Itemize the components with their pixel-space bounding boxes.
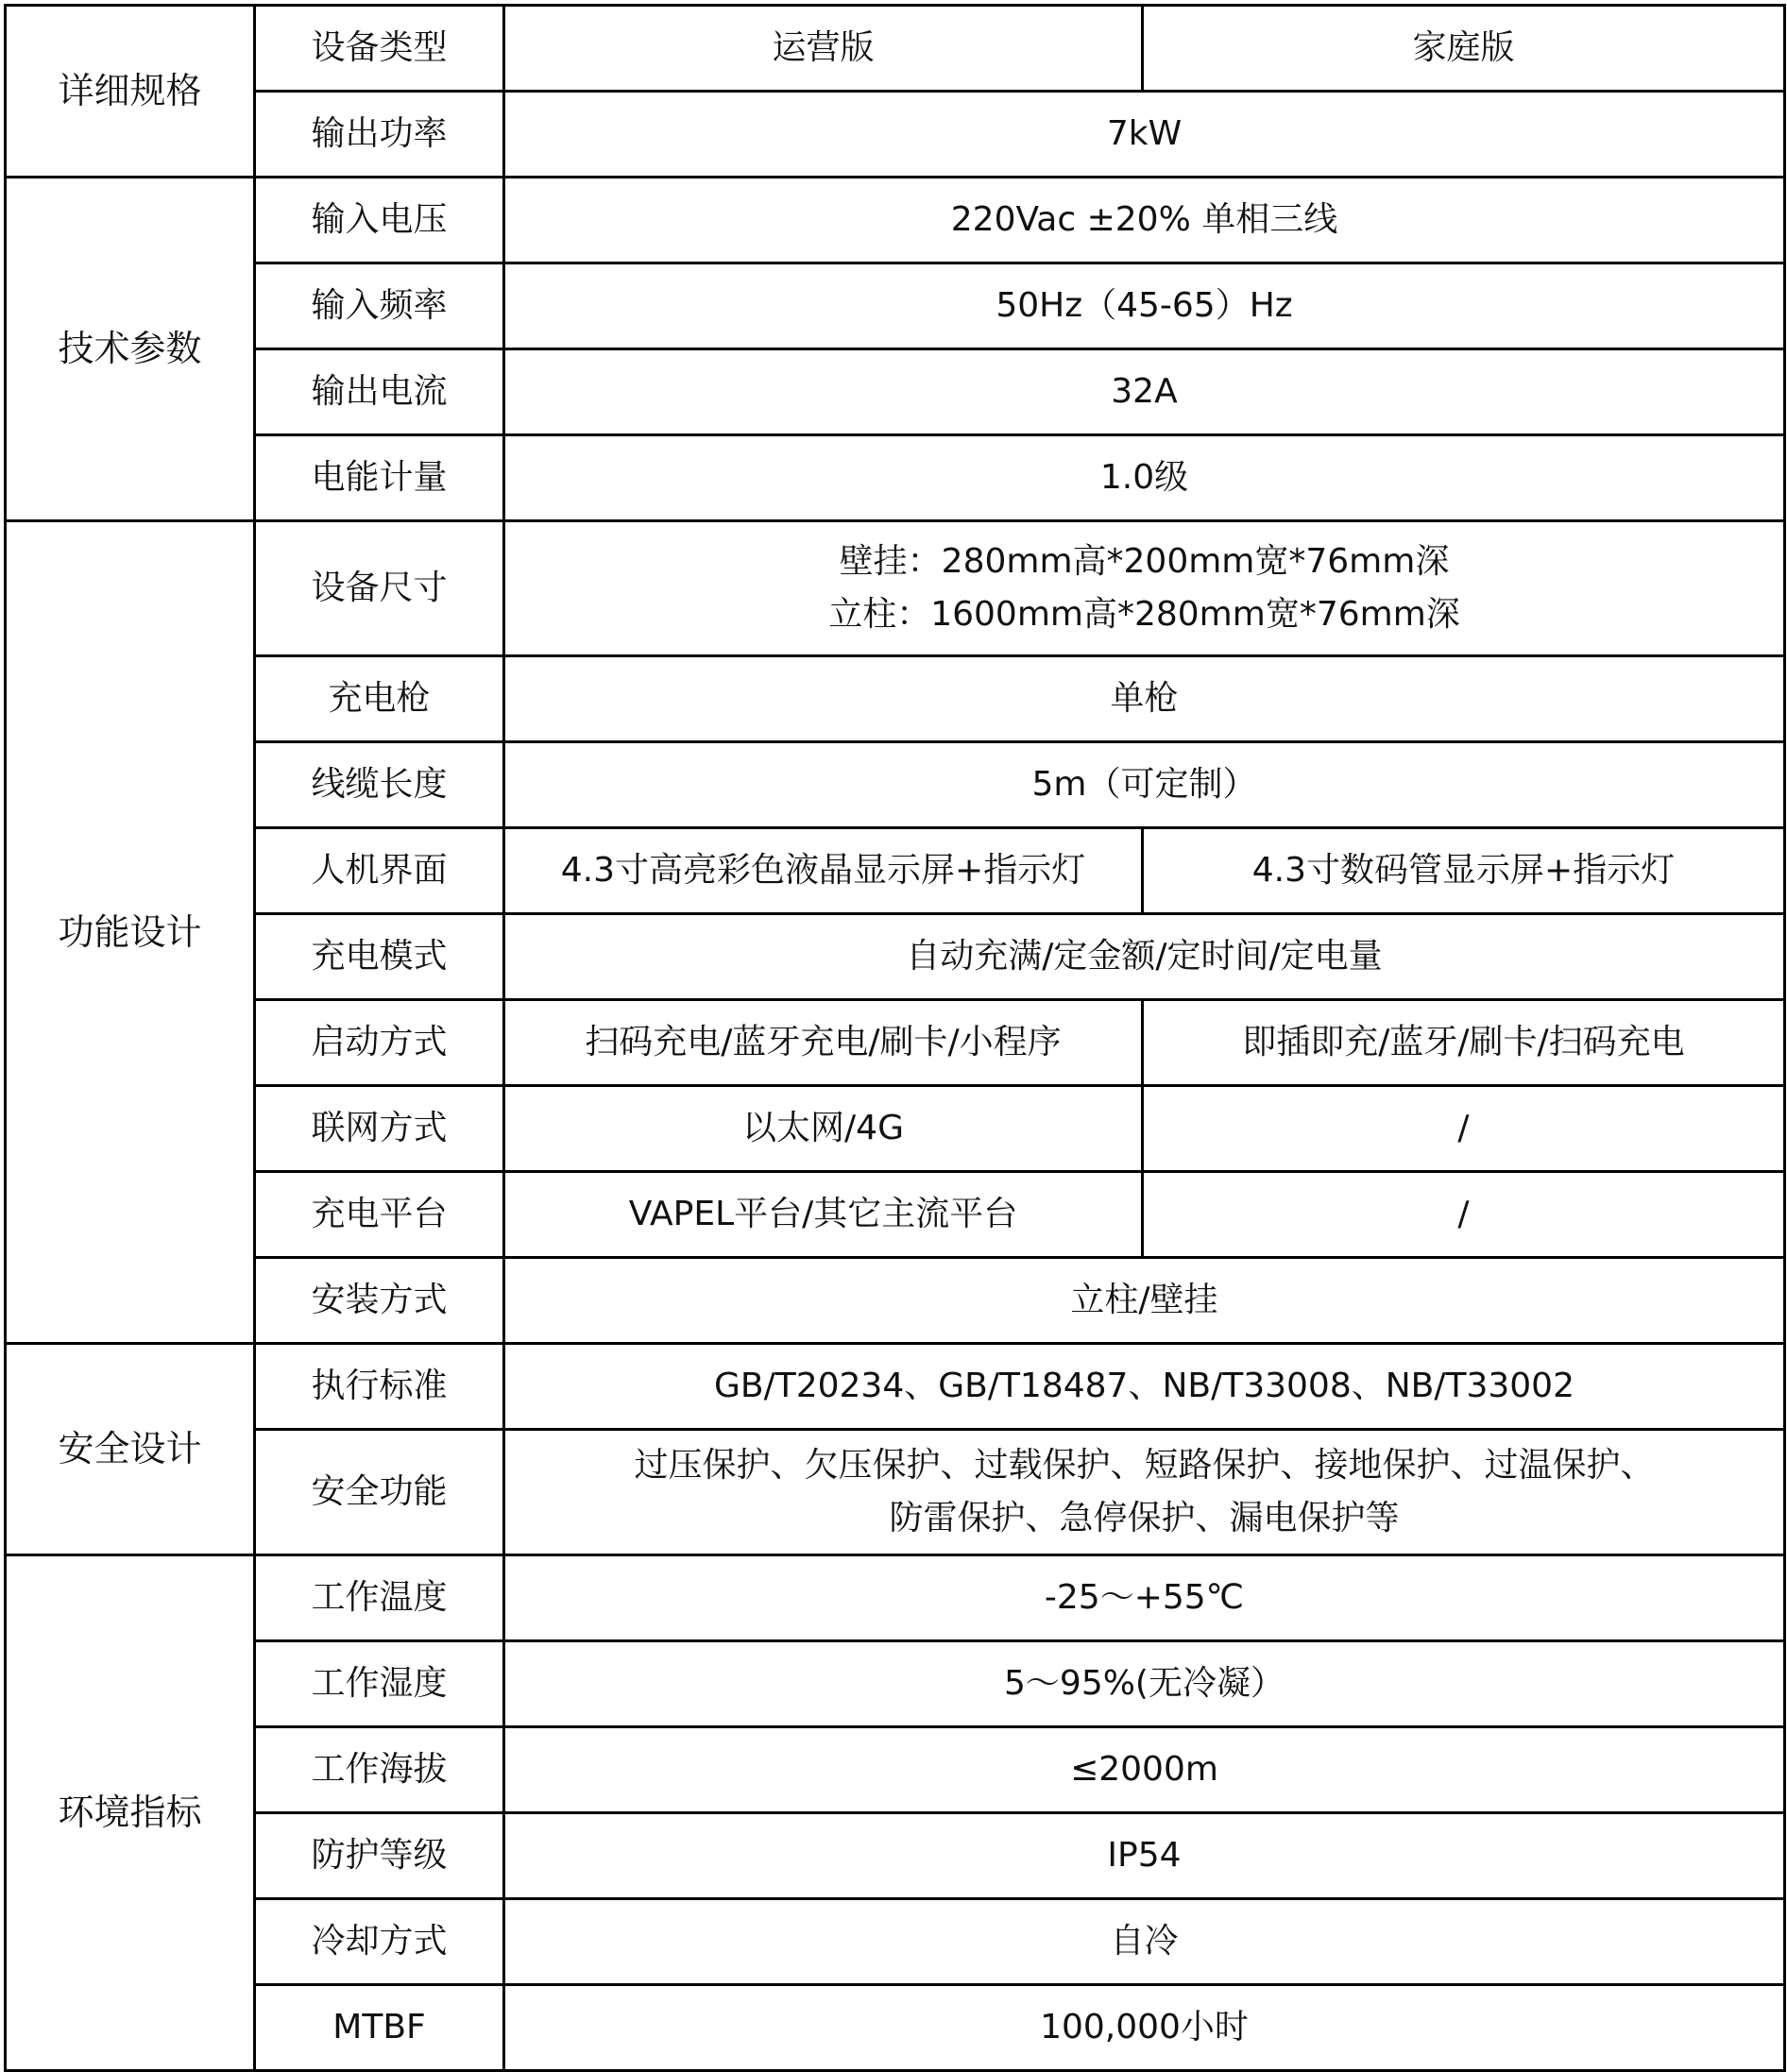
- table-row: [6, 1899, 1785, 1985]
- table-row: [6, 521, 1785, 656]
- value-shared: ≤2000m: [504, 1727, 1785, 1813]
- table-row: [6, 1172, 1785, 1258]
- table-row: [6, 1641, 1785, 1727]
- section-tech: 技术参数: [6, 178, 255, 521]
- value-home: 即插即充/蓝牙/刷卡/扫码充电: [1143, 1000, 1785, 1086]
- table-row: [6, 92, 1785, 178]
- value-shared: -25～+55℃: [504, 1555, 1785, 1641]
- table-row: [6, 1258, 1785, 1344]
- row-label: 充电模式: [255, 914, 504, 1000]
- value-commercial: VAPEL平台/其它主流平台: [504, 1172, 1143, 1258]
- table-row: [6, 435, 1785, 521]
- table-row: [6, 263, 1785, 349]
- row-label: 电能计量: [255, 435, 504, 521]
- table-row: [6, 1813, 1785, 1899]
- table-row: [6, 1000, 1785, 1086]
- table-row: [6, 742, 1785, 828]
- value-shared: GB/T20234、GB/T18487、NB/T33008、NB/T33002: [504, 1344, 1785, 1430]
- value-commercial: 4.3寸高亮彩色液晶显示屏+指示灯: [504, 828, 1143, 914]
- table-row: [6, 1727, 1785, 1813]
- value-shared: 5m（可定制）: [504, 742, 1785, 828]
- row-label: 安全功能: [255, 1430, 504, 1555]
- value-shared: 1.0级: [504, 435, 1785, 521]
- value-shared: 32A: [504, 349, 1785, 435]
- row-label: 工作温度: [255, 1555, 504, 1641]
- section-safety: 安全设计: [6, 1344, 255, 1555]
- value-shared: 5～95%(无冷凝）: [504, 1641, 1785, 1727]
- table-row: [6, 1344, 1785, 1430]
- dimensions-wall: 壁挂：280mm高*200mm宽*76mm深: [839, 542, 1450, 582]
- row-label: 输入频率: [255, 263, 504, 349]
- table-row: [6, 1555, 1785, 1641]
- row-label: 冷却方式: [255, 1899, 504, 1985]
- value-home: 家庭版: [1143, 6, 1785, 92]
- table-row: [6, 828, 1785, 914]
- row-label: 输入电压: [255, 178, 504, 263]
- value-shared: 50Hz（45-65）Hz: [504, 263, 1785, 349]
- row-label: 充电平台: [255, 1172, 504, 1258]
- value-shared: IP54: [504, 1813, 1785, 1899]
- row-label: 人机界面: [255, 828, 504, 914]
- row-label: 设备类型: [255, 6, 504, 92]
- value-shared: [504, 521, 1785, 656]
- safety-functions-line2: 防雷保护、急停保护、漏电保护等: [889, 1499, 1400, 1537]
- section-env: 环境指标: [6, 1555, 255, 2071]
- section-func: 功能设计: [6, 521, 255, 1344]
- value-commercial: 扫码充电/蓝牙充电/刷卡/小程序: [504, 1000, 1143, 1086]
- dimensions-pillar: 立柱：1600mm高*280mm宽*76mm深: [828, 595, 1460, 634]
- value-commercial: 运营版: [504, 6, 1143, 92]
- value-shared: 立柱/壁挂: [504, 1258, 1785, 1344]
- row-label: 安装方式: [255, 1258, 504, 1344]
- row-label: 执行标准: [255, 1344, 504, 1430]
- row-label: 工作海拔: [255, 1727, 504, 1813]
- value-commercial: 以太网/4G: [504, 1086, 1143, 1172]
- value-shared: 自冷: [504, 1899, 1785, 1985]
- table-row: [6, 178, 1785, 263]
- value-shared: 100,000小时: [504, 1985, 1785, 2071]
- spec-table: [4, 4, 1786, 2072]
- row-label: 充电枪: [255, 656, 504, 742]
- row-label: MTBF: [255, 1985, 504, 2071]
- value-shared: 220Vac ±20% 单相三线: [504, 178, 1785, 263]
- value-home: /: [1143, 1086, 1785, 1172]
- table-row: [6, 1086, 1785, 1172]
- value-home: 4.3寸数码管显示屏+指示灯: [1143, 828, 1785, 914]
- row-label: 防护等级: [255, 1813, 504, 1899]
- table-row: [6, 349, 1785, 435]
- table-row: [6, 656, 1785, 742]
- value-shared: 单枪: [504, 656, 1785, 742]
- row-label: 工作湿度: [255, 1641, 504, 1727]
- table-row: [6, 6, 1785, 92]
- table-row: [6, 1985, 1785, 2071]
- row-label: 启动方式: [255, 1000, 504, 1086]
- table-row: [6, 1430, 1785, 1555]
- row-label: 输出电流: [255, 349, 504, 435]
- row-label: 设备尺寸: [255, 521, 504, 656]
- safety-functions-line1: 过压保护、欠压保护、过载保护、短路保护、接地保护、过温保护、: [634, 1446, 1655, 1486]
- section-specs: 详细规格: [6, 6, 255, 178]
- row-label: 线缆长度: [255, 742, 504, 828]
- row-label: 联网方式: [255, 1086, 504, 1172]
- value-shared: 自动充满/定金额/定时间/定电量: [504, 914, 1785, 1000]
- value-shared: [504, 1430, 1785, 1555]
- value-shared: 7kW: [504, 92, 1785, 178]
- table-row: [6, 914, 1785, 1000]
- row-label: 输出功率: [255, 92, 504, 178]
- value-home: /: [1143, 1172, 1785, 1258]
